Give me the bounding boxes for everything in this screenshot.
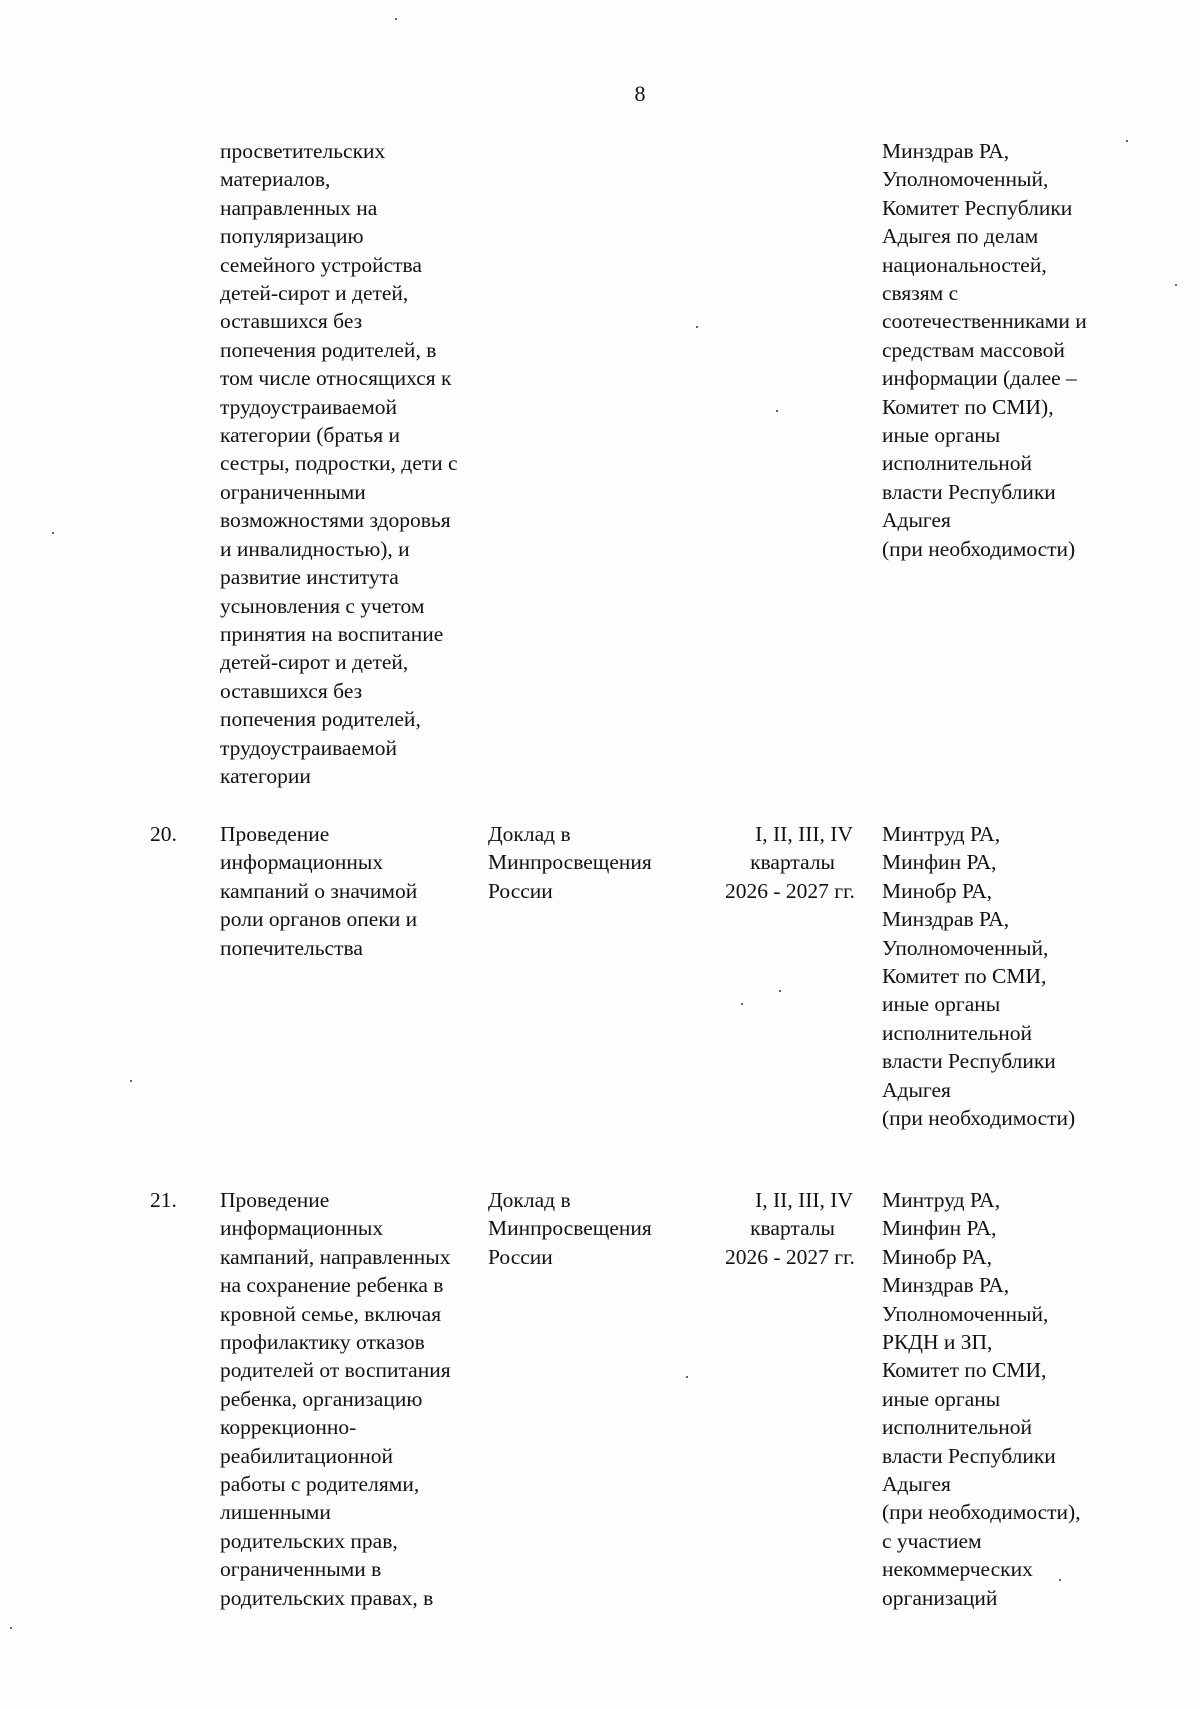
measure-line: кампаний, направленных bbox=[220, 1244, 451, 1269]
measure-line: категории bbox=[220, 763, 311, 788]
executor-line: с участием bbox=[882, 1528, 982, 1553]
measure-line: попечения родителей, в bbox=[220, 337, 437, 362]
row-20-term bbox=[725, 820, 853, 905]
measure-line: оставшихся без bbox=[220, 309, 363, 334]
executor-line: иные органы bbox=[882, 1386, 1001, 1411]
term-line: кварталы bbox=[750, 1216, 835, 1241]
row-21-document bbox=[488, 1186, 652, 1271]
page-number: 8 bbox=[634, 81, 646, 106]
measure-line: семейного устройства bbox=[220, 252, 422, 277]
executor-line: организаций bbox=[882, 1585, 998, 1610]
scan-speck bbox=[1059, 1579, 1061, 1581]
term-line: 2026 - 2027 гг. bbox=[725, 878, 855, 903]
executor-line: Минфин РА, bbox=[882, 1216, 997, 1241]
measure-line: ребенка, организацию bbox=[220, 1386, 423, 1411]
executor-line: Минздрав РА, bbox=[882, 907, 1010, 932]
document-line: России bbox=[488, 1244, 553, 1269]
measure-line: развитие института bbox=[220, 565, 399, 590]
executor-line: Адыгея bbox=[882, 1077, 951, 1102]
measure-line: трудоустраиваемой bbox=[220, 394, 397, 419]
measure-line: Проведение bbox=[220, 822, 330, 846]
executor-line: некоммерческих bbox=[882, 1557, 1033, 1582]
row-20-measure bbox=[220, 820, 417, 962]
measure-line: ограниченными bbox=[220, 479, 366, 504]
row-20-document bbox=[488, 820, 652, 905]
executor-line: власти Республики bbox=[882, 479, 1056, 504]
executor-line: связям с bbox=[882, 281, 959, 306]
measure-line: на сохранение ребенка в bbox=[220, 1273, 444, 1298]
executor-line: Комитет по СМИ, bbox=[882, 964, 1047, 989]
executor-line: Минфин РА, bbox=[882, 850, 997, 875]
executor-line: иные органы bbox=[882, 423, 1001, 448]
executor-line: власти Республики bbox=[882, 1443, 1056, 1468]
measure-line: материалов, bbox=[220, 167, 331, 192]
executor-line: исполнительной bbox=[882, 1020, 1032, 1045]
measure-line: попечительства bbox=[220, 935, 363, 960]
measure-line: трудоустраиваемой bbox=[220, 735, 397, 760]
executor-line: Комитет по СМИ, bbox=[882, 1358, 1047, 1383]
measure-line: информационных bbox=[220, 850, 384, 875]
measure-line: родительских правах, в bbox=[220, 1585, 434, 1610]
measure-line: популяризацию bbox=[220, 224, 364, 249]
measure-line: детей-сирот и детей, bbox=[220, 650, 409, 675]
executor-line: средствам массовой bbox=[882, 337, 1065, 362]
executor-line: РКДН и ЗП, bbox=[882, 1330, 993, 1355]
document-line: Минпросвещения bbox=[488, 1216, 652, 1241]
measure-line: реабилитационной bbox=[220, 1443, 394, 1468]
measure-line: кампаний о значимой bbox=[220, 878, 418, 903]
scan-speck bbox=[1175, 284, 1177, 286]
measure-line: и инвалидностью), и bbox=[220, 536, 410, 561]
term-line: 2026 - 2027 гг. bbox=[725, 1244, 855, 1269]
executor-line: (при необходимости) bbox=[882, 1106, 1076, 1131]
executor-line: Комитет по СМИ), bbox=[882, 394, 1054, 419]
measure-line: детей-сирот и детей, bbox=[220, 281, 409, 306]
measure-line: принятия на воспитание bbox=[220, 621, 444, 646]
continued-executor-text bbox=[882, 137, 1087, 563]
executor-line: Уполномоченный, bbox=[882, 1301, 1049, 1326]
executor-line: (при необходимости), bbox=[882, 1500, 1081, 1525]
executor-line: иные органы bbox=[882, 992, 1001, 1017]
measure-line: направленных на bbox=[220, 195, 378, 220]
executor-line: Комитет Республики bbox=[882, 195, 1073, 220]
scan-speck bbox=[1126, 140, 1128, 142]
row-21-term bbox=[725, 1186, 853, 1271]
executor-line: (при необходимости) bbox=[882, 536, 1076, 561]
executor-line: Адыгея bbox=[882, 1472, 951, 1497]
executor-line: Адыгея bbox=[882, 508, 951, 533]
measure-line: родительских прав, bbox=[220, 1528, 398, 1553]
executor-line: Минобр РА, bbox=[882, 878, 993, 903]
measure-line: лишенными bbox=[220, 1500, 331, 1525]
scan-speck bbox=[130, 1080, 132, 1082]
scan-speck bbox=[776, 410, 778, 412]
measure-line: работы с родителями, bbox=[220, 1472, 420, 1497]
measure-line: коррекционно- bbox=[220, 1415, 357, 1440]
executor-line: Адыгея по делам bbox=[882, 224, 1039, 249]
measure-line: информационных bbox=[220, 1216, 384, 1241]
executor-line: Минздрав РА, bbox=[882, 139, 1010, 163]
document-line: России bbox=[488, 878, 553, 903]
measure-line: возможностями здоровья bbox=[220, 508, 451, 533]
executor-line: Минтруд РА, bbox=[882, 1188, 1001, 1212]
scan-speck bbox=[10, 1627, 12, 1629]
executor-line: соотечественниками и bbox=[882, 309, 1087, 334]
measure-line: родителей от воспитания bbox=[220, 1358, 451, 1383]
document-line: Минпросвещения bbox=[488, 850, 652, 875]
scan-speck bbox=[741, 1003, 743, 1005]
measure-line: попечения родителей, bbox=[220, 707, 421, 732]
term-line: I, II, III, IV bbox=[755, 822, 853, 846]
measure-line: ограниченными в bbox=[220, 1557, 382, 1582]
scan-speck bbox=[696, 326, 698, 328]
scan-speck bbox=[395, 18, 397, 20]
executor-line: национальностей, bbox=[882, 252, 1047, 277]
executor-line: Минобр РА, bbox=[882, 1244, 993, 1269]
measure-line: Проведение bbox=[220, 1188, 330, 1212]
executor-line: Уполномоченный, bbox=[882, 167, 1049, 192]
scan-speck bbox=[52, 532, 54, 534]
document-line: Доклад в bbox=[488, 822, 571, 846]
measure-line: просветительских bbox=[220, 139, 386, 163]
measure-line: кровной семье, включая bbox=[220, 1301, 442, 1326]
measure-line: усыновления с учетом bbox=[220, 593, 425, 618]
row-21-measure bbox=[220, 1186, 451, 1612]
measure-line: том числе относящихся к bbox=[220, 366, 452, 391]
document-line: Доклад в bbox=[488, 1188, 571, 1212]
executor-line: власти Республики bbox=[882, 1049, 1056, 1074]
scan-speck bbox=[779, 990, 781, 992]
executor-line: исполнительной bbox=[882, 1415, 1032, 1440]
executor-line: Уполномоченный, bbox=[882, 935, 1049, 960]
measure-line: категории (братья и bbox=[220, 423, 401, 448]
continued-measure-text bbox=[220, 137, 458, 790]
term-line: кварталы bbox=[750, 850, 835, 875]
row-21-executor bbox=[882, 1186, 1081, 1612]
row-20-executor bbox=[882, 820, 1075, 1132]
term-line: I, II, III, IV bbox=[755, 1188, 853, 1212]
executor-line: исполнительной bbox=[882, 451, 1032, 476]
measure-line: оставшихся без bbox=[220, 678, 363, 703]
scan-speck bbox=[686, 1376, 688, 1378]
executor-line: информации (далее – bbox=[882, 366, 1077, 391]
row-number: 21. bbox=[150, 1188, 177, 1212]
executor-line: Минздрав РА, bbox=[882, 1273, 1010, 1298]
measure-line: профилактику отказов bbox=[220, 1330, 425, 1355]
row-number: 20. bbox=[150, 822, 177, 846]
measure-line: сестры, подростки, дети с bbox=[220, 451, 458, 476]
measure-line: роли органов опеки и bbox=[220, 907, 418, 932]
executor-line: Минтруд РА, bbox=[882, 822, 1001, 846]
